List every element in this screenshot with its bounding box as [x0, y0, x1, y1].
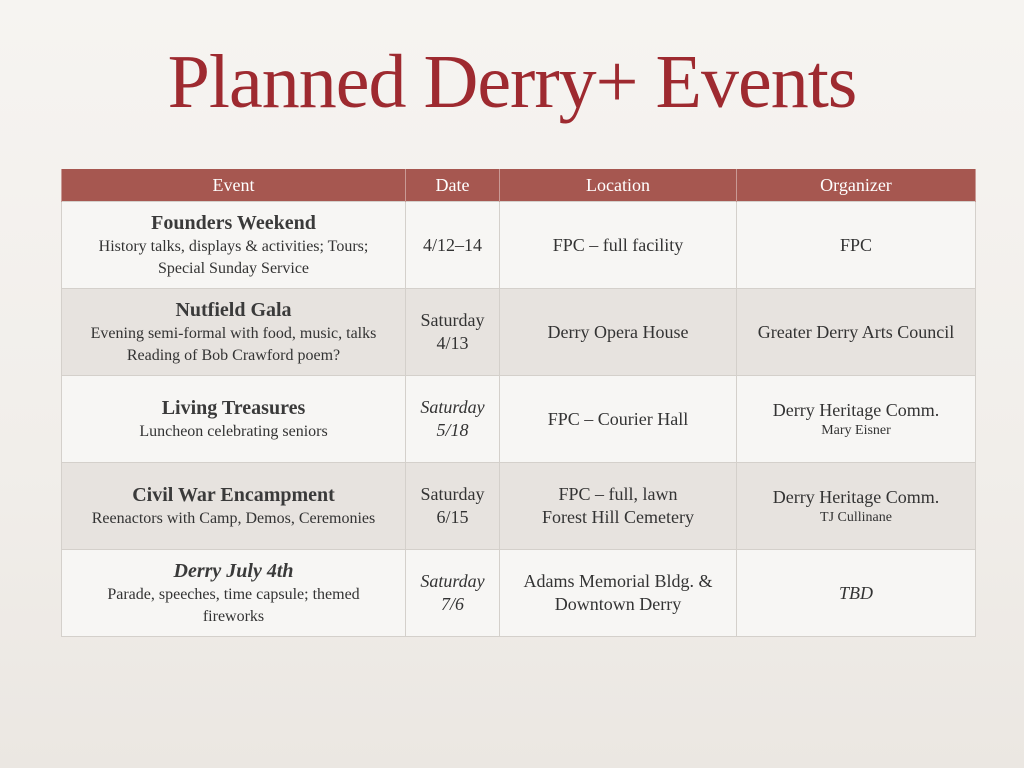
header-event: Event: [62, 169, 406, 202]
date-cell: [406, 463, 500, 550]
organizer-contact: Mary Eisner: [821, 422, 891, 438]
location-cell: [500, 202, 737, 289]
date-line: 7/6: [440, 594, 464, 614]
organizer-cell: [737, 550, 976, 637]
event-desc-line: Luncheon celebrating seniors: [139, 423, 328, 440]
organizer-name: Derry Heritage Comm.: [772, 486, 940, 507]
event-desc-line: Reading of Bob Crawford poem?: [126, 347, 341, 364]
date-line: Saturday: [420, 571, 485, 591]
event-name: Nutfield Gala: [175, 299, 292, 321]
event-desc-line: Special Sunday Service: [157, 260, 310, 277]
organizer-contact: TJ Cullinane: [820, 509, 892, 525]
slide-title: Planned Derry+ Events: [167, 40, 857, 124]
location-line: FPC – Courier Hall: [547, 408, 689, 429]
header-date: Date: [406, 169, 500, 202]
header-organizer: Organizer: [737, 169, 976, 202]
location-cell: [500, 550, 737, 637]
date-line: 5/18: [436, 420, 469, 440]
event-desc-line: History talks, displays & activities; Tours;: [98, 238, 369, 255]
date-cell: [406, 550, 500, 637]
organizer-name: TBD: [838, 582, 873, 603]
date-line: Saturday: [420, 484, 485, 504]
organizer-cell: [737, 289, 976, 376]
table-row: [62, 289, 976, 376]
event-name: Civil War Encampment: [132, 484, 335, 506]
date-cell: [406, 376, 500, 463]
table-row: [62, 376, 976, 463]
organizer-cell: [737, 376, 976, 463]
event-name: Founders Weekend: [151, 212, 316, 234]
date-cell: [406, 289, 500, 376]
header-row: [62, 169, 976, 202]
organizer-cell: [737, 202, 976, 289]
location-line: Derry Opera House: [547, 321, 689, 342]
header-location: Location: [500, 169, 737, 202]
table-row: [62, 202, 976, 289]
location-line: FPC – full facility: [552, 234, 684, 255]
date-line: 6/15: [436, 507, 469, 527]
event-cell: [62, 550, 406, 637]
event-name: Living Treasures: [161, 397, 306, 419]
event-cell: [62, 463, 406, 550]
date-line: Saturday: [420, 397, 485, 417]
organizer-name: Derry Heritage Comm.: [772, 399, 940, 420]
event-desc-line: Reenactors with Camp, Demos, Ceremonies: [91, 510, 376, 527]
date-line: 4/12–14: [422, 234, 482, 255]
event-cell: [62, 289, 406, 376]
organizer-cell: [737, 463, 976, 550]
events-table: [61, 169, 976, 637]
event-desc-line: Parade, speeches, time capsule; themed: [107, 586, 360, 603]
location-cell: [500, 463, 737, 550]
organizer-name: FPC: [839, 234, 873, 255]
event-cell: [62, 376, 406, 463]
location-line: Adams Memorial Bldg. &: [523, 571, 713, 591]
date-cell: [406, 202, 500, 289]
event-desc-line: fireworks: [202, 608, 265, 625]
date-line: Saturday: [420, 310, 485, 330]
event-cell: [62, 202, 406, 289]
table-row: [62, 550, 976, 637]
location-cell: [500, 289, 737, 376]
location-line: FPC – full, lawn: [558, 484, 678, 504]
event-name: Derry July 4th: [173, 560, 294, 582]
location-line: Forest Hill Cemetery: [542, 507, 694, 527]
date-line: 4/13: [436, 333, 469, 353]
table-row: [62, 463, 976, 550]
event-desc-line: Evening semi-formal with food, music, talks: [90, 325, 377, 342]
organizer-name: Greater Derry Arts Council: [757, 321, 955, 342]
location-cell: [500, 376, 737, 463]
location-line: Downtown Derry: [554, 594, 682, 614]
